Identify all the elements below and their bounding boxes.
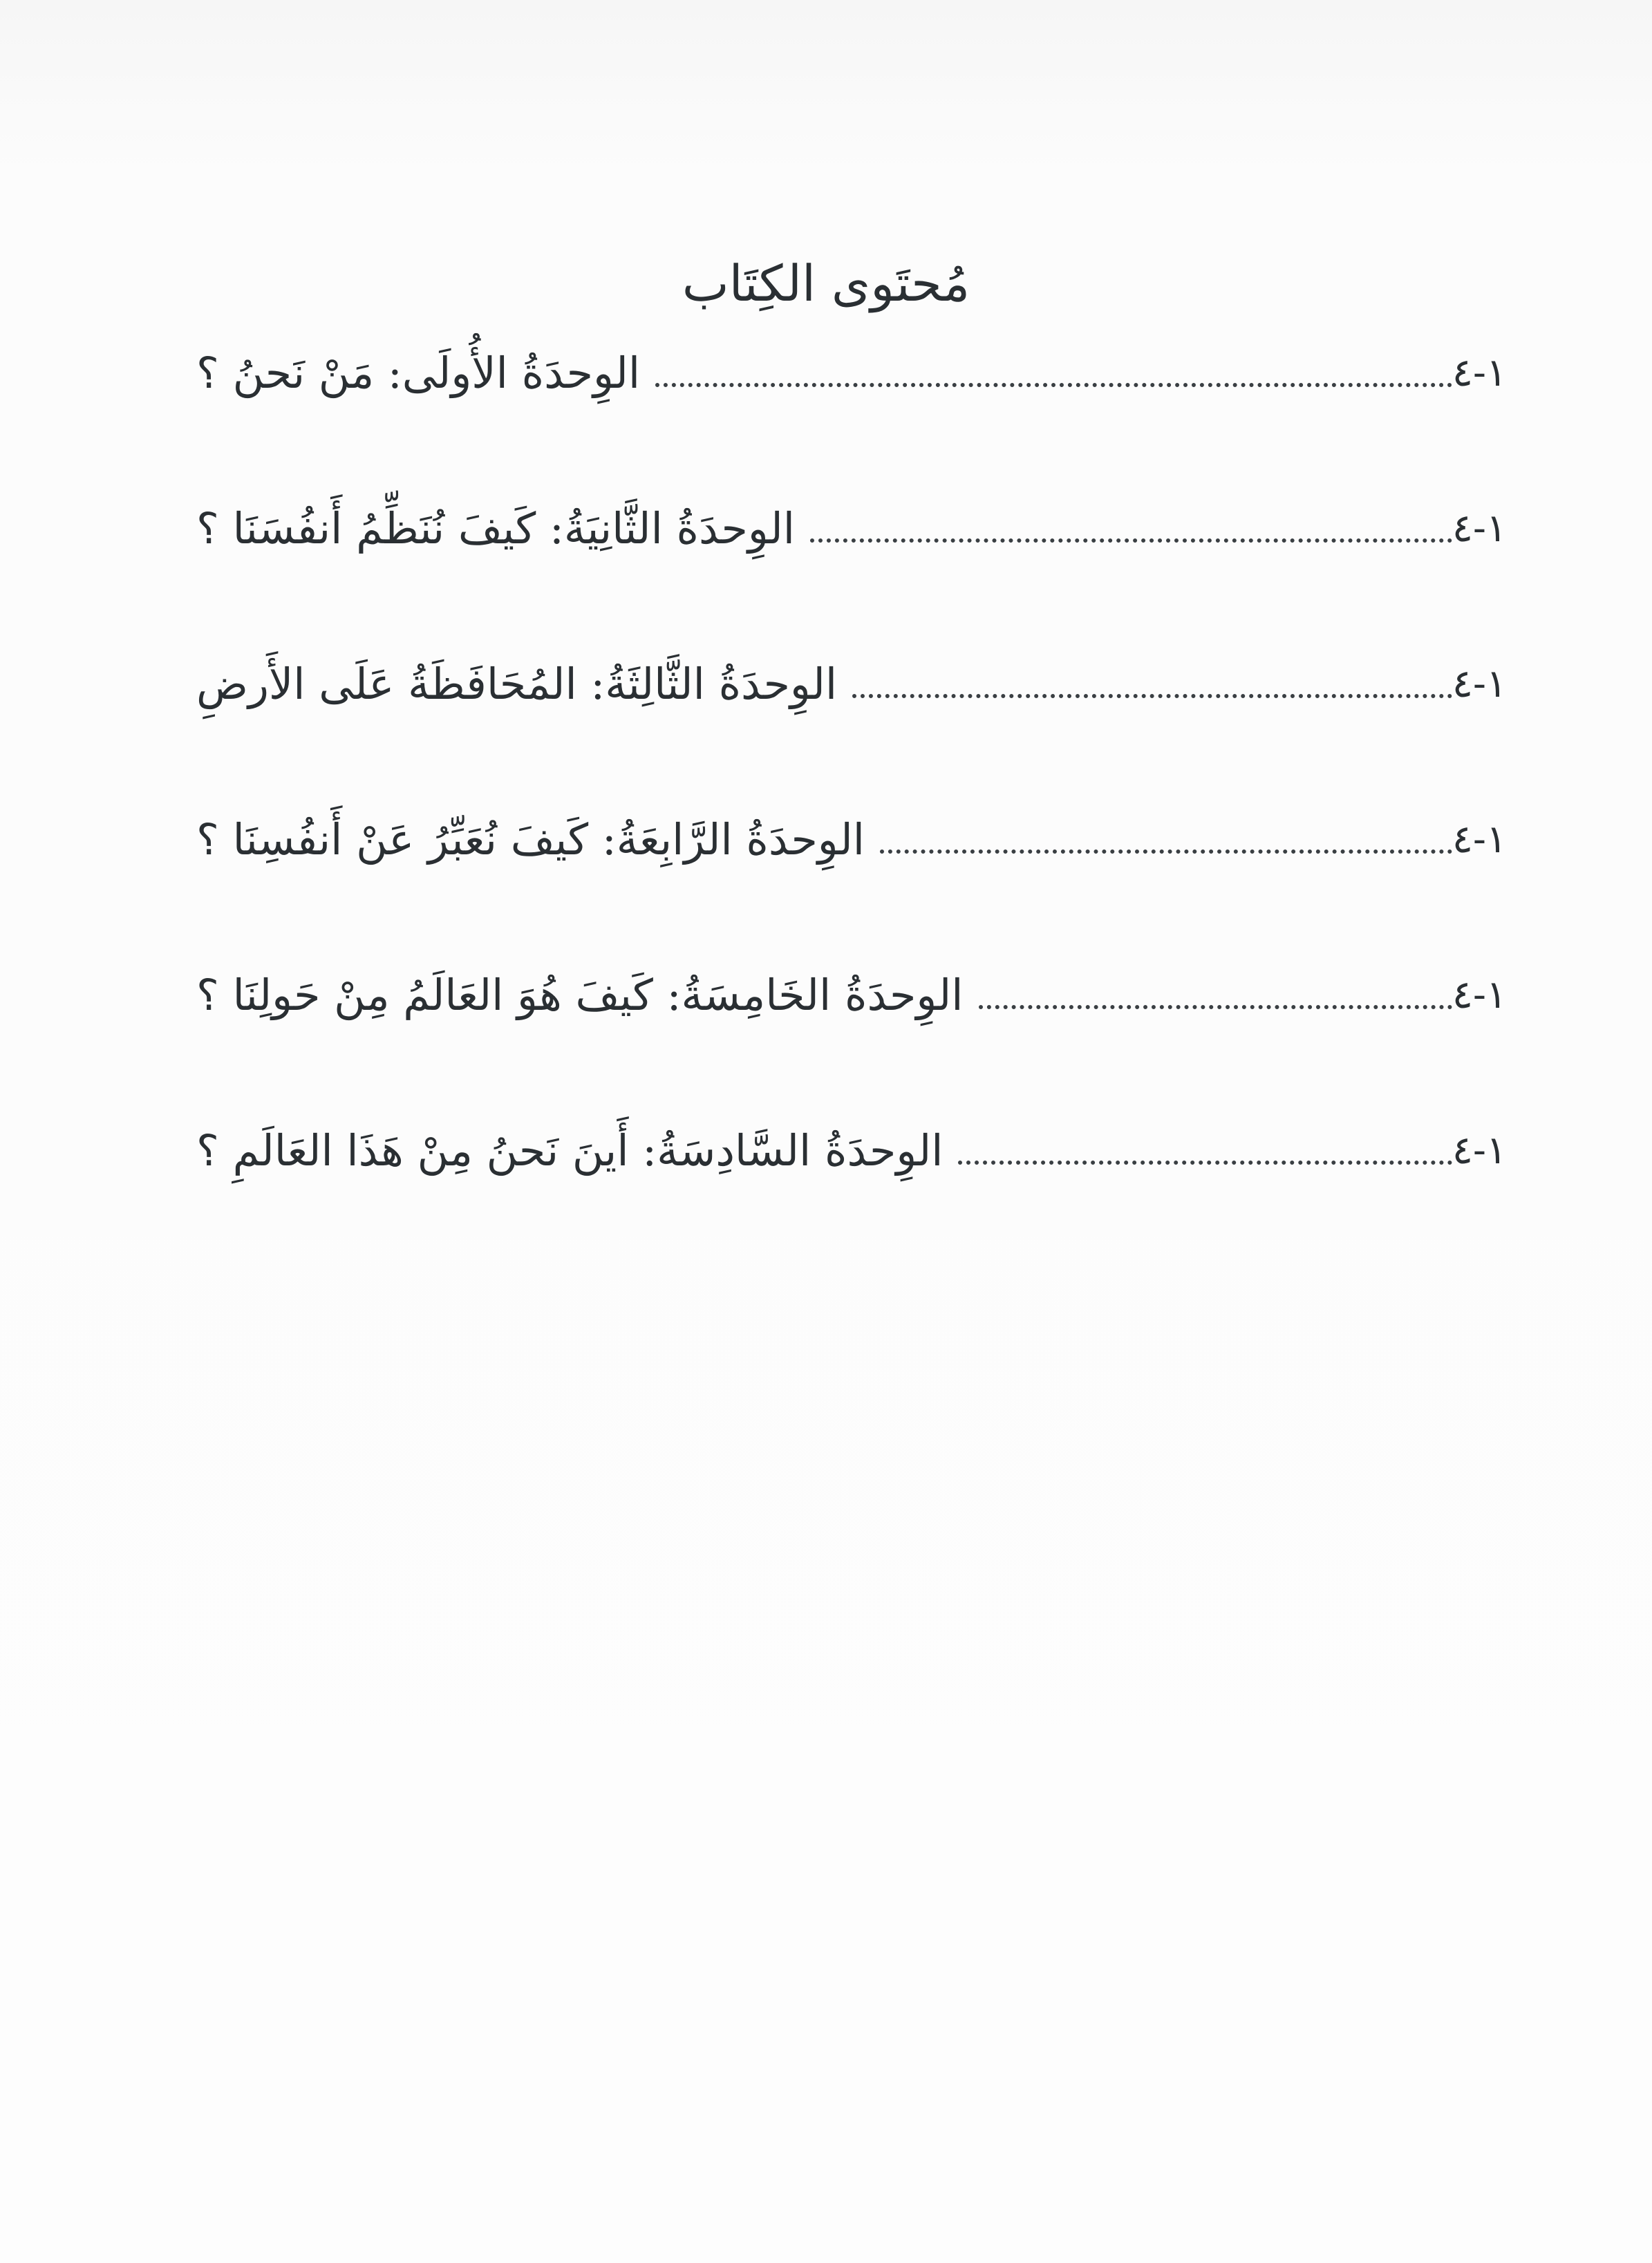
dot-leader <box>810 538 1452 543</box>
toc-entry-unit-5 <box>180 947 1507 1030</box>
toc-entry-unit-2 <box>180 480 1507 563</box>
toc-entry-label: الوِحدَةُ الثَّانِيَةُ: كَيفَ نُنَظِّمُ أَنفُسَنَا ؟ <box>196 503 796 554</box>
toc-entry-pages: ١-٤ <box>1452 1128 1507 1173</box>
dot-leader <box>979 1005 1452 1009</box>
toc-entry-label: الوِحدَةُ السَّادِسَةُ: أَينَ نَحنُ مِنْ هَذَا العَالَمِ ؟ <box>196 1125 944 1176</box>
dot-leader <box>958 1161 1452 1165</box>
table-of-contents <box>180 0 1507 2263</box>
dot-leader <box>655 383 1452 387</box>
dot-leader <box>852 694 1452 698</box>
toc-entry-unit-6 <box>180 1102 1507 1185</box>
page-title: مُحتَوى الكِتَاب <box>682 254 970 312</box>
toc-entry-label: الوِحدَةُ الرَّابِعَةُ: كَيفَ نُعَبِّرُ عَنْ أَنفُسِنَا ؟ <box>196 814 865 865</box>
toc-entry-unit-3 <box>180 636 1507 719</box>
toc-entry-pages: ١-٤ <box>1452 973 1507 1017</box>
toc-entry-pages: ١-٤ <box>1452 817 1507 862</box>
toc-entry-label: الوِحدَةُ الثَّالِثَةُ: المُحَافَظَةُ عَلَى الأَرضِ <box>196 659 838 709</box>
toc-entry-pages: ١-٤ <box>1452 506 1507 551</box>
dot-leader <box>880 849 1452 854</box>
toc-entry-pages: ١-٤ <box>1452 350 1507 395</box>
toc-entry-label: الوِحدَةُ الأُولَى: مَنْ نَحنُ ؟ <box>196 348 641 398</box>
toc-entry-unit-4 <box>180 791 1507 874</box>
toc-entry-pages: ١-٤ <box>1452 661 1507 706</box>
toc-entry-label: الوِحدَةُ الخَامِسَةُ: كَيفَ هُوَ العَالَمُ مِنْ حَولِنَا ؟ <box>196 970 964 1020</box>
toc-entry-unit-1 <box>180 325 1507 408</box>
